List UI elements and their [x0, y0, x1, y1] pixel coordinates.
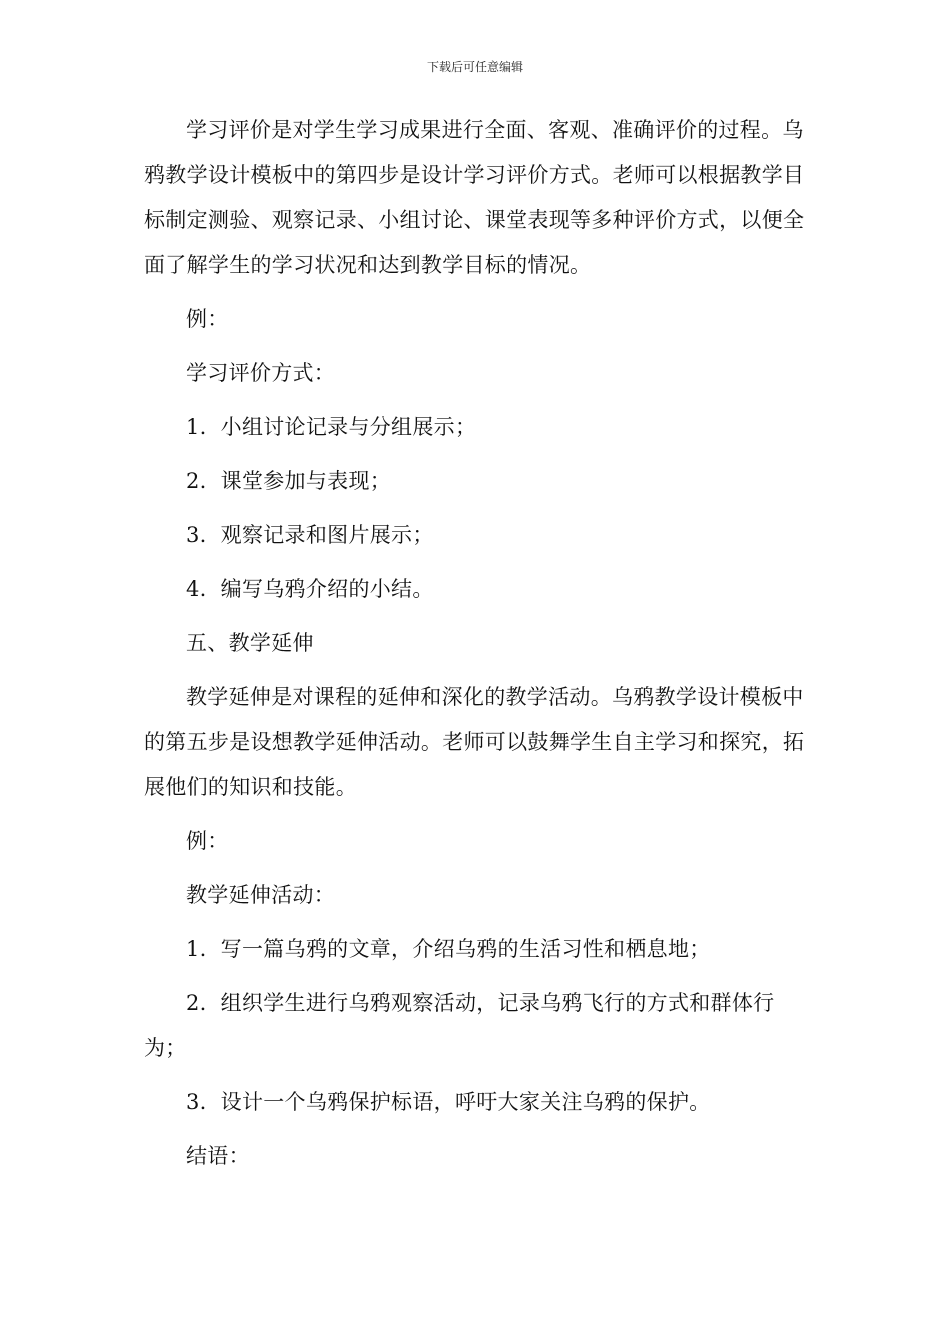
- list-item: [144, 981, 806, 1071]
- list-text: 组织学生进行乌鸦观察活动，记录乌鸦飞行的方式和群体行为；: [144, 991, 775, 1060]
- list-number: 4.: [186, 577, 207, 601]
- conclusion-heading: 结语：: [186, 1144, 250, 1168]
- list-number: 1.: [186, 415, 207, 439]
- list-number: 2.: [186, 469, 207, 493]
- list-number: 2.: [186, 991, 207, 1015]
- example-label: 例：: [186, 307, 229, 331]
- list-item: [144, 513, 806, 558]
- list-number: 3.: [186, 1090, 207, 1114]
- list-item: [144, 405, 806, 450]
- list-text: 编写乌鸦介绍的小结。: [220, 577, 434, 601]
- page-header: 下载后可任意编辑: [426, 60, 523, 74]
- list-item: [144, 1080, 806, 1125]
- example-label: 例：: [186, 829, 229, 853]
- list-item: [144, 459, 806, 504]
- list-text: 小组讨论记录与分组展示；: [220, 415, 477, 439]
- section-heading: 五、教学延伸: [186, 631, 314, 655]
- list-number: 3.: [186, 523, 207, 547]
- list-item: [144, 567, 806, 612]
- list-item: [144, 927, 806, 972]
- evaluation-methods-heading: 学习评价方式：: [186, 361, 336, 385]
- list-text: 观察记录和图片展示；: [220, 523, 434, 547]
- paragraph-learning-evaluation: 学习评价是对学生学习成果进行全面、客观、准确评价的过程。乌鸦教学设计模板中的第四步是设计学习评价方式。老师可以根据教学目标制定测验、观察记录、小组讨论、课堂表现等多种评价方式，以便全面了解学生的学习状况和达到教学目标的情况。: [144, 118, 805, 277]
- list-text: 设计一个乌鸦保护标语，呼吁大家关注乌鸦的保护。: [220, 1090, 711, 1114]
- document-body: [144, 108, 806, 1179]
- paragraph-teaching-extension: 教学延伸是对课程的延伸和深化的教学活动。乌鸦教学设计模板中的第五步是设想教学延伸活动。老师可以鼓舞学生自主学习和探究，拓展他们的知识和技能。: [144, 685, 805, 799]
- list-text: 课堂参加与表现；: [220, 469, 392, 493]
- extension-activities-heading: 教学延伸活动：: [186, 883, 336, 907]
- list-number: 1.: [186, 937, 207, 961]
- list-text: 写一篇乌鸦的文章，介绍乌鸦的生活习性和栖息地；: [220, 937, 711, 961]
